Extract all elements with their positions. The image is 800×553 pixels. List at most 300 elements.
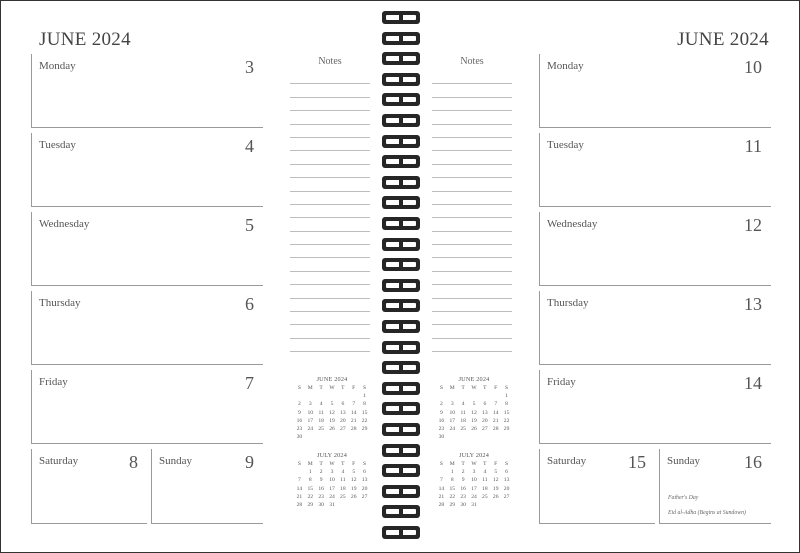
mini-calendar-day: 16: [318, 485, 324, 492]
mini-calendar-day: 16: [460, 485, 466, 492]
day-name: Tuesday: [547, 139, 584, 151]
mini-calendar-day: 19: [329, 417, 335, 424]
note-line[interactable]: [432, 138, 512, 151]
mini-calendar-day: [490, 502, 501, 508]
mini-calendar-day: [359, 502, 370, 508]
mini-calendar-day: 17: [449, 417, 456, 424]
day-number: 3: [245, 57, 254, 77]
note-line[interactable]: [290, 178, 370, 191]
note-line[interactable]: [290, 71, 370, 84]
note-lines[interactable]: [432, 71, 512, 352]
mini-calendar-grid: [436, 461, 512, 508]
mini-calendar-day: 8: [450, 477, 454, 484]
notes-title: Notes: [460, 56, 484, 67]
note-line[interactable]: [432, 258, 512, 271]
mini-calendar-day: 8: [308, 477, 312, 484]
weekday-header: T: [341, 461, 345, 467]
mini-calendar-day: 20: [340, 417, 346, 424]
mini-calendar-day: 28: [296, 501, 303, 508]
mini-calendar-day: 4: [483, 469, 487, 476]
weekday-header: S: [297, 385, 301, 391]
mini-calendar-day: 21: [350, 417, 357, 424]
weekday-header: F: [352, 461, 356, 467]
mini-calendar-day: 23: [296, 425, 303, 432]
note-line[interactable]: [290, 325, 370, 338]
mini-calendar-day: 21: [296, 493, 303, 500]
note-line[interactable]: [432, 285, 512, 298]
spiral-ring: [382, 135, 420, 148]
day-number: 16: [744, 452, 762, 472]
mini-calendar-day: 27: [503, 493, 510, 500]
holiday-label: Eid al-Adha (Begins at Sundown): [668, 510, 746, 516]
left-month-title: JUNE 2024: [39, 29, 131, 50]
mini-calendar-title: JUNE 2024: [316, 376, 348, 383]
mini-calendar-day: 9: [440, 409, 443, 416]
mini-calendar-day: 22: [361, 417, 368, 424]
mini-calendar-day: 18: [460, 417, 466, 424]
weekday-header: T: [319, 461, 323, 467]
mini-calendar-day: 5: [330, 401, 334, 408]
mini-calendar-day: 1: [450, 469, 454, 476]
mini-calendar-day: 2: [319, 469, 323, 476]
mini-calendar-day: [327, 393, 338, 399]
day-number: 5: [245, 215, 254, 235]
mini-calendar-day: 4: [341, 469, 345, 476]
right-month-title: JUNE 2024: [677, 29, 769, 50]
weekday-header: T: [483, 461, 487, 467]
mini-calendar-day: [458, 434, 469, 440]
note-line[interactable]: [290, 218, 370, 231]
mini-calendar-day: 29: [503, 425, 510, 432]
mini-calendar-day: 20: [503, 485, 510, 492]
weekday-header: S: [505, 461, 509, 467]
spiral-ring: [382, 52, 420, 65]
mini-calendar-day: 5: [494, 469, 498, 476]
spiral-ring: [382, 196, 420, 209]
mini-calendar-day: [447, 434, 458, 440]
note-line[interactable]: [290, 258, 370, 271]
notes-title: Notes: [318, 56, 342, 67]
mini-calendar-day: [327, 434, 338, 440]
mini-calendar-day: 12: [471, 409, 477, 416]
day-number: 14: [744, 373, 762, 393]
mini-calendar-day: 15: [449, 485, 456, 492]
mini-calendar-day: 31: [471, 501, 477, 508]
spiral-ring: [382, 361, 420, 374]
mini-calendar-title: JUNE 2024: [458, 376, 490, 383]
mini-calendar-day: 15: [503, 409, 510, 416]
note-line[interactable]: [432, 151, 512, 164]
mini-calendar-day: 10: [329, 477, 335, 484]
mini-calendar-day: [436, 393, 447, 399]
mini-calendar-day: 15: [361, 409, 368, 416]
note-line[interactable]: [432, 245, 512, 258]
note-line[interactable]: [432, 125, 512, 138]
weekday-header: T: [341, 385, 345, 391]
notes-section[interactable]: [432, 53, 512, 352]
weekday-header: M: [307, 461, 313, 467]
mini-calendar-day: 21: [492, 417, 499, 424]
mini-calendar-day: 9: [298, 409, 301, 416]
note-line[interactable]: [432, 312, 512, 325]
mini-calendar-day: 26: [492, 493, 499, 500]
note-line[interactable]: [432, 272, 512, 285]
spiral-ring: [382, 258, 420, 271]
weekday-header: F: [494, 385, 498, 391]
day-box-wednesday[interactable]: [31, 212, 263, 286]
mini-calendar-day: 11: [318, 409, 324, 416]
mini-calendar-day: 13: [361, 477, 368, 484]
mini-calendar-day: 3: [472, 469, 476, 476]
note-line[interactable]: [290, 98, 370, 111]
mini-calendar-day: 17: [329, 485, 335, 492]
day-box-thursday[interactable]: [539, 291, 771, 365]
mini-calendar-day: 25: [460, 425, 466, 432]
mini-calendar-day: 18: [482, 485, 488, 492]
mini-calendar-day: 1: [363, 393, 366, 400]
weekday-header: S: [439, 461, 443, 467]
mini-calendar-day: [501, 502, 512, 508]
mini-calendar-day: 22: [503, 417, 510, 424]
note-line[interactable]: [290, 125, 370, 138]
weekday-header: W: [329, 385, 335, 391]
day-box-monday[interactable]: [539, 54, 771, 128]
mini-calendar-day: 6: [483, 401, 487, 408]
mini-calendar-day: [359, 434, 370, 440]
note-line[interactable]: [290, 111, 370, 124]
mini-calendar-day: 9: [319, 477, 323, 484]
mini-calendar-day: 29: [449, 501, 456, 508]
note-line[interactable]: [290, 272, 370, 285]
note-line[interactable]: [432, 84, 512, 97]
note-line[interactable]: [432, 165, 512, 178]
mini-calendar-day: [447, 393, 458, 399]
spiral-binding: [382, 11, 420, 546]
mini-calendar-day: 13: [503, 477, 510, 484]
mini-calendar-day: 14: [350, 409, 357, 416]
spiral-ring: [382, 114, 420, 127]
mini-calendar-day: 1: [308, 469, 312, 476]
day-box-sunday[interactable]: [151, 449, 263, 524]
mini-calendar-june: [294, 376, 370, 440]
mini-calendar-day: 14: [492, 409, 499, 416]
mini-calendar-day: 7: [352, 401, 356, 408]
mini-calendar-day: 3: [450, 401, 454, 408]
day-number: 7: [245, 373, 254, 393]
day-number: 12: [744, 215, 762, 235]
spiral-ring: [382, 423, 420, 436]
weekday-header: W: [329, 461, 335, 467]
mini-calendar-day: 13: [340, 409, 346, 416]
day-box-friday[interactable]: [31, 370, 263, 444]
mini-calendar-day: 24: [329, 493, 335, 500]
spiral-ring: [382, 382, 420, 395]
mini-calendar-day: 10: [449, 409, 456, 416]
mini-calendar-day: 7: [440, 477, 443, 484]
mini-calendar-day: [479, 434, 490, 440]
mini-calendar-day: 29: [307, 501, 314, 508]
mini-calendar-day: 14: [438, 485, 445, 492]
spiral-ring: [382, 505, 420, 518]
note-line[interactable]: [432, 339, 512, 352]
weekday-header: M: [307, 385, 313, 391]
mini-calendar-day: 2: [440, 401, 443, 408]
spiral-ring: [382, 341, 420, 354]
note-line[interactable]: [432, 299, 512, 312]
mini-calendar-day: 27: [340, 425, 346, 432]
mini-calendar-day: 12: [329, 409, 335, 416]
mini-calendar-day: 4: [461, 401, 465, 408]
mini-calendar-day: 10: [471, 477, 477, 484]
weekday-header: T: [461, 385, 465, 391]
mini-calendar-day: 26: [350, 493, 357, 500]
note-line[interactable]: [432, 178, 512, 191]
day-number: 15: [628, 452, 646, 472]
mini-calendar-day: 1: [505, 393, 508, 400]
mini-calendar-day: 2: [298, 401, 301, 408]
mini-calendar-day: 30: [438, 434, 445, 441]
mini-calendar-day: 20: [361, 485, 368, 492]
weekday-header: T: [461, 461, 465, 467]
mini-calendar-day: 5: [352, 469, 356, 476]
notes-section[interactable]: [290, 53, 370, 352]
mini-calendar-day: [294, 469, 305, 475]
spiral-ring: [382, 464, 420, 477]
day-name: Wednesday: [39, 218, 90, 230]
day-name: Friday: [547, 376, 576, 388]
note-line[interactable]: [432, 111, 512, 124]
day-number: 8: [129, 452, 138, 472]
day-box-saturday[interactable]: [539, 449, 655, 524]
day-name: Friday: [39, 376, 68, 388]
weekday-header: S: [363, 385, 367, 391]
weekday-header: S: [363, 461, 367, 467]
day-number: 10: [744, 57, 762, 77]
mini-calendar-day: [469, 393, 480, 399]
mini-calendar-day: 28: [350, 425, 357, 432]
note-lines[interactable]: [290, 71, 370, 352]
mini-calendar-day: 29: [361, 425, 368, 432]
mini-calendar-day: [458, 393, 469, 399]
mini-calendar-day: [348, 393, 359, 399]
day-number: 4: [245, 136, 254, 156]
mini-calendar-day: 24: [307, 425, 314, 432]
mini-calendar-day: 17: [471, 485, 477, 492]
mini-calendar-day: 28: [438, 501, 445, 508]
spiral-ring: [382, 32, 420, 45]
note-line[interactable]: [290, 84, 370, 97]
mini-calendar-day: [294, 393, 305, 399]
weekday-header: S: [439, 385, 443, 391]
mini-calendar-day: 31: [329, 501, 335, 508]
day-number: 13: [744, 294, 762, 314]
mini-calendar-day: 22: [449, 493, 456, 500]
mini-calendar-day: 16: [438, 417, 445, 424]
day-number: 6: [245, 294, 254, 314]
note-line[interactable]: [290, 138, 370, 151]
mini-calendar-day: 21: [438, 493, 445, 500]
day-box-monday[interactable]: [31, 54, 263, 128]
day-box-tuesday[interactable]: [31, 133, 263, 207]
weekday-header: W: [471, 385, 477, 391]
day-name: Tuesday: [39, 139, 76, 151]
mini-calendar-day: [337, 393, 348, 399]
day-name: Monday: [39, 60, 76, 72]
note-line[interactable]: [432, 71, 512, 84]
mini-calendar-july: [436, 452, 512, 508]
day-name: Wednesday: [547, 218, 598, 230]
mini-calendar-day: [469, 434, 480, 440]
weekday-header: M: [449, 461, 455, 467]
note-line[interactable]: [290, 285, 370, 298]
note-line[interactable]: [290, 299, 370, 312]
mini-calendar-day: 15: [307, 485, 314, 492]
mini-calendar-day: 30: [296, 434, 303, 441]
mini-calendar-day: 30: [460, 501, 466, 508]
spiral-ring: [382, 444, 420, 457]
mini-calendar-day: 13: [482, 409, 488, 416]
mini-calendar-day: 8: [363, 401, 366, 408]
day-name: Saturday: [39, 455, 79, 467]
note-line[interactable]: [290, 205, 370, 218]
spiral-ring: [382, 155, 420, 168]
mini-calendar-day: [348, 502, 359, 508]
mini-calendar-day: 11: [482, 477, 488, 484]
mini-calendar-day: 28: [492, 425, 499, 432]
spiral-ring: [382, 299, 420, 312]
mini-calendar-day: 25: [482, 493, 488, 500]
mini-calendar-day: [490, 434, 501, 440]
holiday-label: Father's Day: [668, 495, 699, 501]
mini-calendar-day: 17: [307, 417, 314, 424]
day-name: Saturday: [547, 455, 587, 467]
mini-calendar-day: 27: [361, 493, 368, 500]
mini-calendar-day: [316, 393, 327, 399]
spiral-ring: [382, 217, 420, 230]
mini-calendar-day: 18: [340, 485, 346, 492]
mini-calendar-day: 25: [340, 493, 346, 500]
spiral-ring: [382, 485, 420, 498]
mini-calendar-day: 18: [318, 417, 324, 424]
mini-calendar-day: [337, 434, 348, 440]
note-line[interactable]: [432, 232, 512, 245]
mini-calendar-day: [348, 434, 359, 440]
mini-calendar-title: JULY 2024: [317, 452, 347, 459]
mini-calendar-day: [305, 393, 316, 399]
weekday-header: S: [505, 385, 509, 391]
day-name: Sunday: [159, 455, 192, 467]
spiral-ring: [382, 73, 420, 86]
mini-calendar-day: 23: [318, 493, 324, 500]
mini-calendar-day: 16: [296, 417, 303, 424]
mini-calendar-day: 7: [494, 401, 498, 408]
mini-calendar-day: 22: [307, 493, 314, 500]
mini-calendar-july: [294, 452, 370, 508]
mini-calendar-day: 26: [329, 425, 335, 432]
mini-calendar-day: [436, 469, 447, 475]
day-number: 9: [245, 452, 254, 472]
note-line[interactable]: [432, 325, 512, 338]
mini-calendar-day: 12: [350, 477, 357, 484]
day-box-friday[interactable]: [539, 370, 771, 444]
note-line[interactable]: [432, 98, 512, 111]
mini-calendar-day: 27: [482, 425, 488, 432]
mini-calendar-day: 26: [471, 425, 477, 432]
mini-calendar-day: 23: [460, 493, 466, 500]
mini-calendar-day: 14: [296, 485, 303, 492]
mini-calendar-day: [501, 434, 512, 440]
mini-calendar-day: [490, 393, 501, 399]
note-line[interactable]: [290, 192, 370, 205]
mini-calendar-day: 23: [438, 425, 445, 432]
note-line[interactable]: [432, 192, 512, 205]
spiral-ring: [382, 402, 420, 415]
weekday-header: F: [494, 461, 498, 467]
spiral-ring: [382, 238, 420, 251]
mini-calendar-june: [436, 376, 512, 440]
mini-calendar-day: [479, 502, 490, 508]
mini-calendar-day: 8: [505, 401, 508, 408]
mini-calendar-day: 24: [471, 493, 477, 500]
mini-calendar-day: 3: [308, 401, 312, 408]
mini-calendar-grid: [294, 385, 370, 440]
note-line[interactable]: [290, 165, 370, 178]
mini-calendar-day: 5: [472, 401, 476, 408]
note-line[interactable]: [290, 151, 370, 164]
weekday-header: W: [471, 461, 477, 467]
mini-calendar-day: [316, 434, 327, 440]
mini-calendar-day: 6: [363, 469, 366, 476]
mini-calendar-day: 19: [471, 417, 477, 424]
mini-calendar-day: 30: [318, 501, 324, 508]
day-box-wednesday[interactable]: [539, 212, 771, 286]
day-name: Monday: [547, 60, 584, 72]
mini-calendar-day: 24: [449, 425, 456, 432]
day-box-saturday[interactable]: [31, 449, 147, 524]
note-line[interactable]: [290, 339, 370, 352]
mini-calendar-day: 6: [505, 469, 508, 476]
mini-calendar-grid: [436, 385, 512, 440]
spiral-ring: [382, 279, 420, 292]
mini-calendar-day: 2: [461, 469, 465, 476]
mini-calendar-title: JULY 2024: [459, 452, 489, 459]
note-line[interactable]: [432, 218, 512, 231]
weekday-header: F: [352, 385, 356, 391]
day-box-thursday[interactable]: [31, 291, 263, 365]
weekday-header: S: [297, 461, 301, 467]
mini-calendar-day: 10: [307, 409, 314, 416]
mini-calendar-day: 20: [482, 417, 488, 424]
mini-calendar-day: 12: [492, 477, 499, 484]
mini-calendar-day: 19: [350, 485, 357, 492]
mini-calendar-day: 11: [460, 409, 466, 416]
mini-calendar-day: 9: [461, 477, 465, 484]
day-box-tuesday[interactable]: [539, 133, 771, 207]
spiral-ring: [382, 11, 420, 24]
note-line[interactable]: [290, 245, 370, 258]
mini-calendar-day: 4: [319, 401, 323, 408]
weekday-header: T: [319, 385, 323, 391]
note-line[interactable]: [432, 205, 512, 218]
note-line[interactable]: [290, 312, 370, 325]
mini-calendar-day: 3: [330, 469, 334, 476]
mini-calendar-day: [337, 502, 348, 508]
spiral-ring: [382, 526, 420, 539]
note-line[interactable]: [290, 232, 370, 245]
spiral-ring: [382, 320, 420, 333]
day-number: 11: [744, 136, 762, 156]
day-name: Thursday: [39, 297, 81, 309]
